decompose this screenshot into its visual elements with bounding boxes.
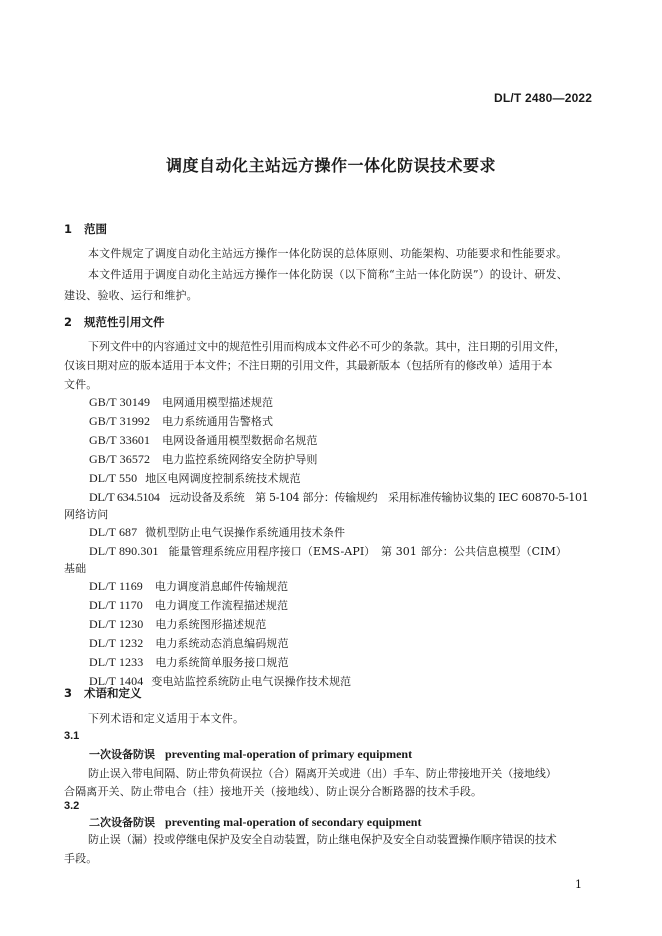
reference-item: [89, 394, 273, 410]
reference-code: DL/T 1233: [89, 655, 144, 669]
term-heading: [89, 814, 421, 830]
term-english: preventing mal-operation of primary equipment: [165, 747, 413, 761]
reference-title: 电力监控系统网络安全防护导则: [162, 453, 318, 466]
reference-item: [89, 524, 345, 540]
reference-title: 电力系统动态消息编码规范: [155, 637, 289, 650]
paragraph-continuation: 建设、验收、运行和维护。: [64, 289, 198, 302]
reference-code: DL/T 1230: [89, 617, 144, 631]
reference-code: GB/T 30149: [89, 395, 151, 409]
reference-title: 微机型防止电气误操作系统通用技术条件: [145, 526, 346, 539]
section-number: 1: [64, 222, 73, 236]
reference-item: [89, 635, 289, 651]
reference-continuation: 网络访问: [64, 508, 109, 521]
section-number: 3: [64, 686, 73, 700]
reference-item: [89, 413, 273, 429]
term-definition: 防止误（漏）投或停继电保护及安全自动装置，防止继电保护及安全自动装置操作顺序错误的技术: [88, 833, 557, 846]
reference-item: [89, 451, 318, 467]
term-chinese: 一次设备防误: [89, 748, 155, 761]
reference-code: GB/T 31992: [89, 414, 151, 428]
section-number: 2: [64, 315, 73, 329]
term-definition-continuation: 合隔离开关、防止带电合（挂）接地开关（接地线）、防止误分合断路器的技术手段。: [64, 785, 483, 798]
reference-item: [89, 543, 567, 559]
reference-continuation: 基础: [64, 562, 87, 575]
paragraph-continuation: 仅该日期对应的版本适用于本文件；不注日期的引用文件，其最新版本（包括所有的修改单）适用于本: [64, 359, 553, 372]
reference-item: [89, 597, 288, 613]
reference-title: 电力调度工作流程描述规范: [154, 599, 289, 612]
reference-code: GB/T 36572: [89, 452, 151, 466]
reference-title: 电力系统简单服务接口规范: [155, 656, 289, 669]
reference-code: DL/T 687: [89, 525, 138, 539]
paragraph: 下列术语和定义适用于本文件。: [88, 712, 245, 725]
reference-title: 地区电网调度控制系统技术规范: [145, 472, 301, 485]
reference-code: DL/T 550: [89, 471, 138, 485]
reference-title: 电力系统通用告警格式: [162, 415, 274, 428]
section-3-heading: [64, 685, 142, 701]
section-title: 规范性引用文件: [84, 315, 165, 329]
reference-item: [89, 616, 266, 632]
reference-item: [89, 470, 301, 486]
reference-item: [89, 578, 288, 594]
reference-title: 电力系统图形描述规范: [155, 618, 267, 631]
reference-title: 电网通用模型描述规范: [162, 396, 274, 409]
term-heading: [89, 746, 412, 762]
term-definition-continuation: 手段。: [64, 852, 98, 865]
document-title: 调度自动化主站远方操作一体化防误技术要求: [165, 156, 496, 175]
section-title: 术语和定义: [84, 686, 142, 700]
paragraph-continuation: 文件。: [64, 378, 98, 391]
paragraph: 本文件规定了调度自动化主站远方操作一体化防误的总体原则、功能架构、功能要求和性能要求。: [88, 247, 568, 260]
reference-code: GB/T 33601: [89, 433, 151, 447]
reference-code: DL/T 1232: [89, 636, 144, 650]
reference-code: DL/T 634.5104: [89, 490, 160, 504]
paragraph: 本文件适用于调度自动化主站远方操作一体化防误（以下简称“主站一体化防误”）的设计、研发、: [88, 268, 568, 281]
reference-title: 电网设备通用模型数据命名规范: [162, 434, 318, 447]
term-number: 3.2: [64, 800, 80, 812]
paragraph: 下列文件中的内容通过文中的规范性引用而构成本文件必不可少的条款。其中，注日期的引用文件，: [88, 340, 566, 353]
section-2-heading: [64, 314, 165, 330]
reference-code: DL/T 1169: [89, 579, 143, 593]
reference-code: DL/T 1170: [89, 598, 143, 612]
reference-title: 能量管理系统应用程序接口（EMS-API） 第 301 部分：公共信息模型（CIM）: [168, 545, 568, 558]
reference-title: 电力调度消息邮件传输规范: [154, 580, 289, 593]
reference-code: DL/T 890.301: [89, 544, 159, 558]
section-1-heading: [64, 221, 107, 237]
reference-item: [89, 489, 588, 505]
term-chinese: 二次设备防误: [89, 816, 155, 829]
section-title: 范围: [84, 222, 107, 236]
reference-item: [89, 432, 318, 448]
reference-code: DL/T 1404: [89, 674, 144, 688]
term-english: preventing mal-operation of secondary equipment: [165, 815, 422, 829]
reference-title: 远动设备及系统 第 5-104 部分：传输规约 采用标准传输协议集的 IEC 60870-5-101: [169, 491, 589, 504]
reference-title: 变电站监控系统防止电气误操作技术规范: [151, 675, 352, 688]
term-number: 3.1: [64, 730, 80, 742]
reference-item: [89, 654, 289, 670]
standard-number: DL/T 2480—2022: [494, 91, 593, 105]
term-definition: 防止误入带电间隔、防止带负荷误拉（合）隔离开关或进（出）手车、防止带接地开关（接地线）: [88, 767, 557, 780]
page-number: 1: [575, 878, 582, 891]
